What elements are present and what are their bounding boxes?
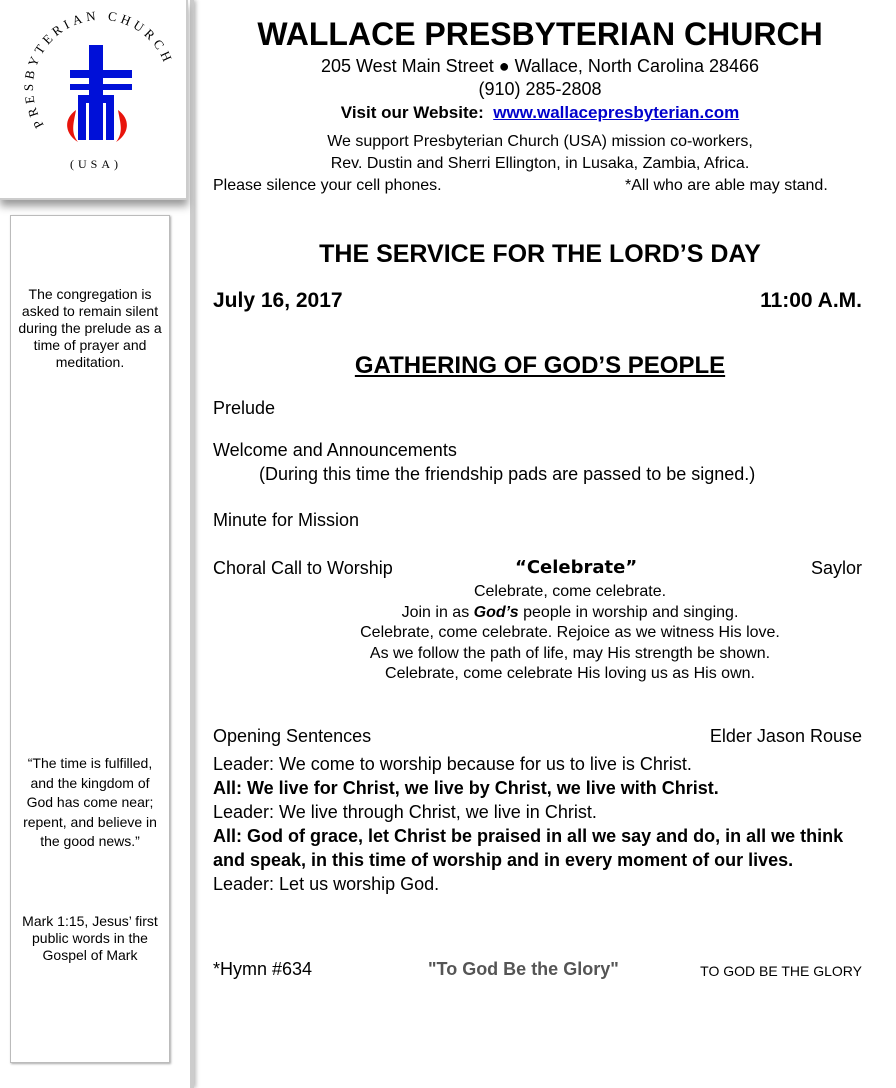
- prelude-note: The congregation is asked to remain silent during the prelude as a time of prayer and meditation.: [18, 286, 162, 370]
- mission-line-1: We support Presbyterian Church (USA) mission co-workers,: [327, 133, 753, 150]
- cross-emblem-icon: [67, 45, 132, 142]
- address: 205 West Main Street ● Wallace, North Carolina 28466: [320, 56, 760, 76]
- hymn-tune: TO GOD BE THE GLORY: [700, 963, 862, 979]
- phone: (910) 285-2808: [478, 79, 602, 99]
- lyrics: Celebrate, come celebrate. Join in as God’s people in worship and singing. Celebrate, come celebrate. Rejoice as we witness His love. As we follow the path of life, may His strength be shown. Celebrate, come celebrate His loving us as His own.: [360, 583, 780, 682]
- welcome: Welcome and Announcements: [213, 440, 457, 460]
- hymn-number: *Hymn #634: [213, 959, 313, 979]
- svg-text:PRESBYTERIAN CHURCH: PRESBYTERIAN CHURCH: [20, 7, 177, 131]
- mission-line-2: Rev. Dustin and Sherri Ellington, in Lusaka, Zambia, Africa.: [330, 155, 750, 172]
- sidebar-note-box: [10, 215, 170, 1063]
- hymn-title: "To God Be the Glory": [428, 959, 619, 979]
- prelude: Prelude: [213, 398, 276, 418]
- opening-leader: Elder Jason Rouse: [709, 726, 862, 746]
- website-link[interactable]: www.wallacepresbyterian.com: [493, 103, 740, 122]
- stand-note: *All who are able may stand.: [625, 177, 828, 194]
- cell-phone-note: Please silence your cell phones.: [213, 177, 442, 194]
- logo-panel: [0, 0, 188, 200]
- service-title: THE SERVICE FOR THE LORD’S DAY: [319, 240, 761, 268]
- scripture-citation: Mark 1:15, Jesus’ first public words in the Gospel of Mark: [22, 913, 158, 963]
- website-label: Visit our Website:: [340, 103, 484, 122]
- choral-call: Choral Call to Worship: [213, 558, 393, 578]
- church-name: WALLACE PRESBYTERIAN CHURCH: [257, 16, 823, 52]
- svg-text:(USA): (USA): [70, 157, 122, 171]
- service-time: 11:00 A.M.: [760, 289, 862, 312]
- presbyterian-logo: [0, 0, 186, 198]
- service-date: July 16, 2017: [213, 289, 343, 312]
- welcome-note: (During this time the friendship pads are passed to be signed.): [259, 464, 756, 484]
- scripture-quote: “The time is fulfilled, and the kingdom of God has come near; repent, and believe in the good news.”: [23, 755, 157, 849]
- opening-sentences: Opening Sentences: [213, 726, 372, 746]
- minute-for-mission: Minute for Mission: [213, 510, 360, 530]
- choral-title: “Celebrate”: [515, 557, 638, 578]
- litany: Leader: We come to worship because for us to live is Christ. All: We live for Christ, we live by Christ, we live with Christ. Leader: We live through Christ, we live in Christ. All: God of grace, let Christ be praised in all we say and do, in all we think and speak, in this time of worship and in every moment of our lives. Leader: Let us worship God.: [213, 754, 844, 894]
- section-heading: GATHERING OF GOD’S PEOPLE: [354, 352, 726, 379]
- choral-composer: Saylor: [810, 558, 862, 578]
